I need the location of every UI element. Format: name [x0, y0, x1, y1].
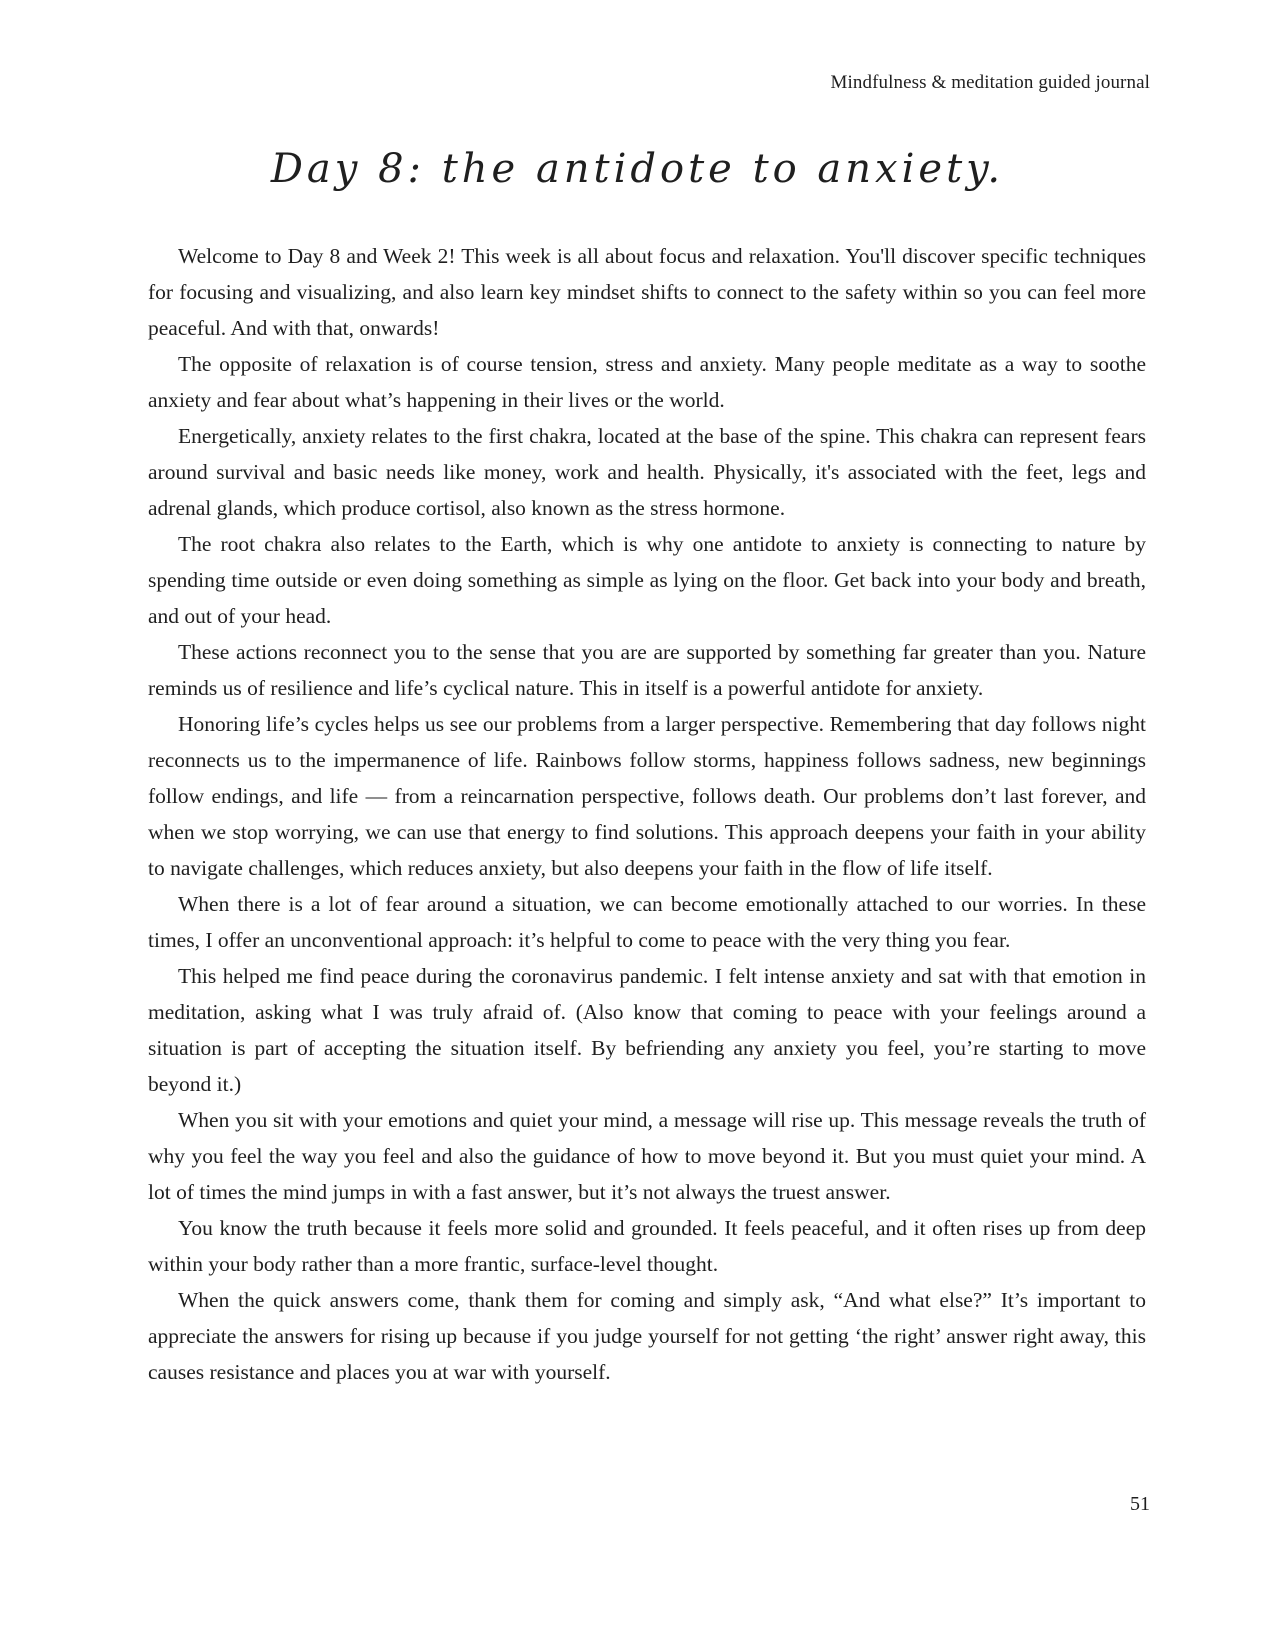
paragraph: You know the truth because it feels more solid and grounded. It feels peaceful, and it often rises up from deep within your body rather than a more frantic, surface-level thought. — [148, 1216, 1146, 1276]
paragraph: Welcome to Day 8 and Week 2! This week is all about focus and relaxation. You'll discover specific techniques for focusing and visualizing, and also learn key mindset shifts to connect to the safety within so you can feel more peaceful. And with that, onwards! — [148, 244, 1146, 340]
paragraph: Energetically, anxiety relates to the first chakra, located at the base of the spine. This chakra can represent fears around survival and basic needs like money, work and health. Physically, it's associated with the feet, legs and adrenal glands, which produce cortisol, also known as the stress hormone. — [148, 424, 1146, 520]
running-header: Mindfulness & meditation guided journal — [830, 72, 1150, 93]
paragraph: Honoring life’s cycles helps us see our problems from a larger perspective. Remembering that day follows night reconnects us to the impermanence of life. Rainbows follow storms, happiness follows sadness, new beginnings follow endings, and life — from a reincarnation perspective, follows death. Our problems don’t last forever, and when we stop worrying, we can use that energy to find solutions. This approach deepens your faith in your ability to navigate challenges, which reduces anxiety, but also deepens your faith in the flow of life itself. — [148, 712, 1146, 880]
page-number: 51 — [1130, 1493, 1150, 1515]
paragraph: When there is a lot of fear around a situation, we can become emotionally attached to our worries. In these times, I offer an unconventional approach: it’s helpful to come to peace with the very thing you fear. — [148, 892, 1146, 952]
paragraph: This helped me find peace during the coronavirus pandemic. I felt intense anxiety and sat with that emotion in meditation, asking what I was truly afraid of. (Also know that coming to peace with your feelings around a situation is part of accepting the situation itself. By befriending any anxiety you feel, you’re starting to move beyond it.) — [148, 964, 1146, 1096]
paragraph: When you sit with your emotions and quiet your mind, a message will rise up. This message reveals the truth of why you feel the way you feel and also the guidance of how to move beyond it. But you must quiet your mind. A lot of times the mind jumps in with a fast answer, but it’s not always the truest answer. — [148, 1108, 1146, 1204]
body-text — [148, 238, 1146, 1390]
chapter-title: Day 8: the antidote to anxiety. — [270, 146, 1005, 192]
paragraph: These actions reconnect you to the sense that you are are supported by something far greater than you. Nature reminds us of resilience and life’s cyclical nature. This in itself is a powerful antidote for anxiety. — [148, 640, 1146, 700]
paragraph: When the quick answers come, thank them for coming and simply ask, “And what else?” It’s important to appreciate the answers for rising up because if you judge yourself for not getting ‘the right’ answer right away, this causes resistance and places you at war with yourself. — [148, 1288, 1146, 1384]
paragraph: The opposite of relaxation is of course tension, stress and anxiety. Many people meditate as a way to soothe anxiety and fear about what’s happening in their lives or the world. — [148, 352, 1146, 412]
paragraph: The root chakra also relates to the Earth, which is why one antidote to anxiety is connecting to nature by spending time outside or even doing something as simple as lying on the floor. Get back into your body and breath, and out of your head. — [148, 532, 1146, 628]
